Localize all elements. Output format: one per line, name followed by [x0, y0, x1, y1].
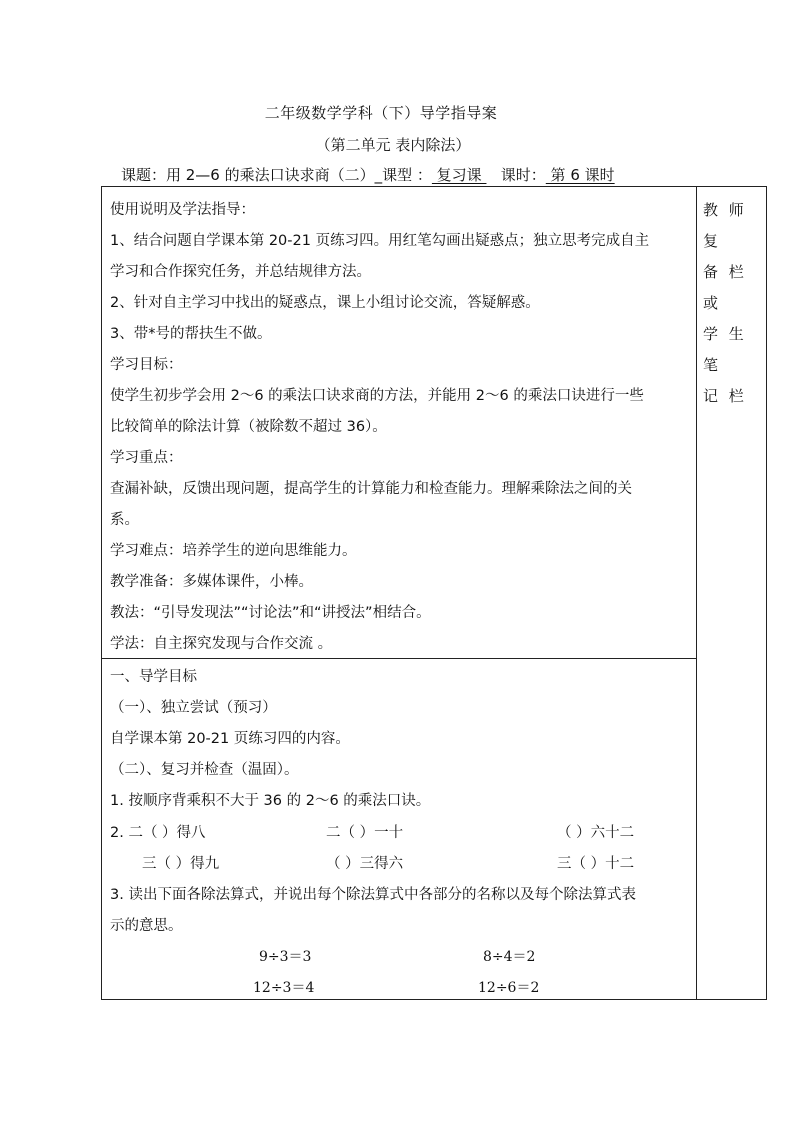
lesson-line: （二）、复习并检查（温固）。 [110, 762, 299, 778]
question-line: 3. 读出下面各除法算式，并说出每个除法算式中各部分的名称以及每个除法算式表 [110, 887, 636, 903]
learning-method-line: 学法：自主探究发现与合作交流 。 [110, 636, 333, 652]
lesson-type-value: 复习课 [431, 166, 487, 184]
guide-line: 1、结合问题自学课本第 20-21 页练习四。用红笔勾画出疑惑点；独立思考完成自主 [110, 233, 650, 249]
fill-blank-item: 2. 二（ ）得八 [110, 825, 206, 841]
guide-line: 使学生初步学会用 2～6 的乘法口诀求商的方法，并能用 2～6 的乘法口诀进行一些 [110, 388, 644, 404]
fill-blank-item: 三（ ）十二 [557, 856, 635, 872]
guide-line: 比较简单的除法计算（被除数不超过 36）。 [110, 419, 387, 435]
topic-prefix: 课题：用 2—6 的乘法口诀求商（二） [121, 166, 375, 184]
guide-line: 学习和合作探究任务，并总结规律方法。 [110, 264, 371, 280]
equation: 8÷4＝2 [483, 949, 536, 965]
section-heading: 一、导学目标 [110, 669, 197, 685]
lesson-type-label: _课型 ： [374, 166, 432, 184]
equation: 12÷6＝2 [478, 980, 540, 996]
fill-blank-item: 三（ ）得九 [142, 856, 220, 872]
fill-blank-item: （ ）三得六 [326, 856, 404, 872]
preparation-line: 教学准备：多媒体课件，小棒。 [110, 574, 313, 590]
guide-line: 3、带*号的帮扶生不做。 [110, 326, 272, 342]
difficulty-line: 学习难点：培养学生的逆向思维能力。 [110, 543, 357, 559]
row-divider [102, 658, 696, 659]
topic-line [121, 164, 615, 185]
equation: 12÷3＝4 [253, 980, 315, 996]
objectives-heading: 学习目标： [110, 357, 183, 373]
period-value: 第 6 课时 [545, 166, 615, 184]
equation: 9÷3＝3 [259, 949, 312, 965]
document-title: 二年级数学学科（下）导学指导案 [264, 104, 498, 122]
lesson-line: 1. 按顺序背乘积不大于 36 的 2～6 的乘法口诀。 [110, 793, 431, 809]
document-subtitle: （第二单元 表内除法） [315, 136, 471, 154]
question-line: 示的意思。 [110, 918, 183, 934]
guide-heading: 使用说明及学法指导： [110, 202, 255, 218]
teaching-method-line: 教法：“引导发现法”“讨论法”和“讲授法”相结合。 [110, 605, 431, 621]
notes-line: 学 生 笔 [703, 325, 747, 374]
period-label: 课时： [500, 166, 546, 184]
lesson-line: （一）、独立尝试（预习） [110, 700, 277, 716]
teacher-notes-column [703, 195, 765, 412]
key-points-heading: 学习重点： [110, 450, 183, 466]
column-divider [696, 187, 697, 999]
fill-blank-item: 二（ ）一十 [326, 825, 404, 841]
fill-blank-item: （ ）六十二 [557, 825, 635, 841]
guide-line: 查漏补缺，反馈出现问题，提高学生的计算能力和检查能力。理解乘除法之间的关 [110, 481, 632, 497]
notes-line: 记 栏 [703, 387, 747, 405]
guide-line: 2、针对自主学习中找出的疑惑点，课上小组讨论交流，答疑解惑。 [110, 295, 540, 311]
guide-line: 系。 [110, 512, 139, 528]
notes-line: 教 师 复 [703, 201, 747, 250]
main-table [101, 186, 767, 1000]
lesson-line: 自学课本第 20-21 页练习四的内容。 [110, 731, 350, 747]
notes-line: 备 栏 或 [703, 263, 747, 312]
